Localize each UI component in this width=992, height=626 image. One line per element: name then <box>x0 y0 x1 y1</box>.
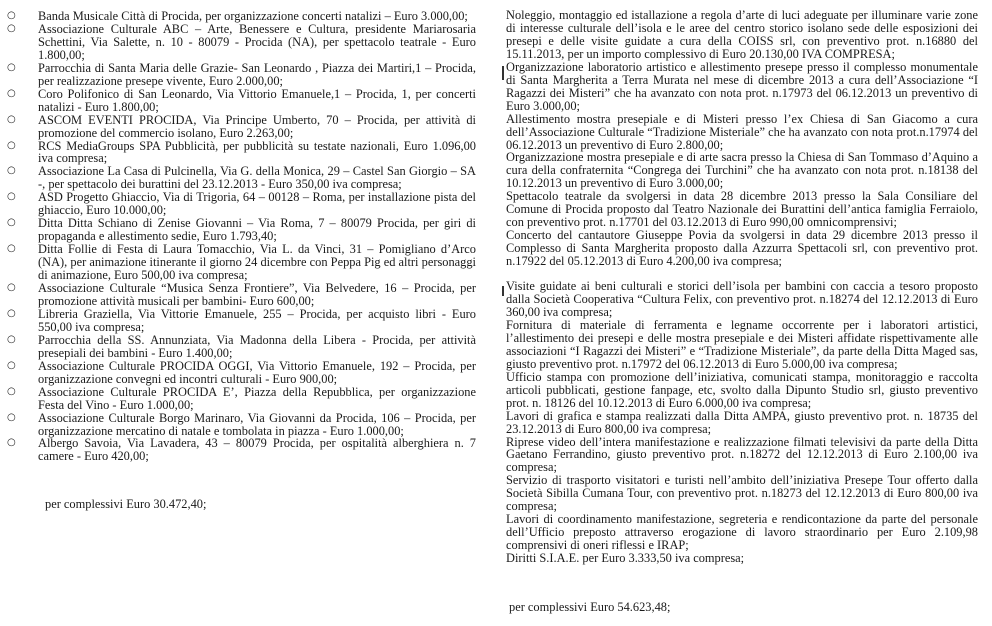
list-item: Ufficio stampa con promozione dell’iniziativa, comunicati stampa, monitoraggio e raccolta articoli pubblicati, gestione fanpage, etc, svolto dalla Dipunto Studio srl, giusto preventivo prot. n. 18126 del 10.12.2013 di Euro 6.000,00 iva compresa; <box>506 369 978 410</box>
circle-bullet-icon: ○ <box>7 22 16 34</box>
list-item-text: Ditta Ditta Schiano di Zenise Giovanni – Via Roma, 7 – 80079 Procida, per giri di propaganda e allestimento sedie, Euro 1.793,40; <box>38 216 476 244</box>
list-item: Riprese video dell’intera manifestazione e realizzazione filmati televisivi da parte della Ditta Gaetano Ferrandino, giusto preventivo prot. n.18272 del 12.12.2013 di Euro 2.100,00 iva compresa; <box>506 434 978 475</box>
list-item <box>0 437 488 463</box>
circle-bullet-icon: ○ <box>7 385 16 397</box>
list-item <box>0 23 488 62</box>
list-item <box>0 412 488 438</box>
list-item-text: Ditta Follie di Festa di Laura Tomacchio, Via L. da Vinci, 31 – Pomigliano d’Arco (NA), per animazione itinerante il giorno 24 dicembre con Peppa Pig ed altri personaggi di animazione, Euro 500,00 iva compresa; <box>38 242 476 283</box>
list-item: Organizzazione laboratorio artistico e allestimento presepe presso il complesso monumentale di Santa Margherita a Terra Murata nel mese di dicembre 2013 a cura dell’Associazione “I Ragazzi dei Misteri” che ha avanzato con nota prot. n.17973 del 06.12.2013 un preventivo di Euro 3.000,00; <box>506 59 978 113</box>
list-item-text: Associazione Culturale ABC – Arte, Benessere e Cultura, presidente Mariarosaria Schettini, Via Salette, n. 10 - 80079 - Procida (NA), per spettacolo teatrale - Euro 1.800,00; <box>38 21 476 62</box>
circle-bullet-icon: ○ <box>7 113 16 125</box>
list-item <box>0 165 488 191</box>
list-item-text: Associazione Culturale “Musica Senza Frontiere”, Via Belvedere, 16 – Procida, per promozione attività musicali per bambini- Euro 600,00; <box>38 281 476 308</box>
list-item-text: Associazione La Casa di Pulcinella, Via G. della Monica, 29 – Castel San Giorgio – SA -, per spettacolo dei burattini del 23.12.2013 - Euro 350,00 iva compresa; <box>38 164 476 192</box>
list-item: Fornitura di materiale di ferramenta e legname occorrente per i laboratori artistici, l’allestimento dei presepi e delle mostra presepiale e dei Misteri affidate rispettivamente alle associazioni “I Ragazzi dei Misteri” e “Tradizione Misteriale”, da parte della Ditta Maged sas, giusto preventivo prot. n.17972 del 06.12.2013 di Euro 5.000,00 iva compresa; <box>506 317 978 371</box>
list-item <box>0 243 488 282</box>
list-item <box>0 114 488 140</box>
list-item <box>0 386 488 412</box>
left-column <box>0 0 488 463</box>
list-item: Allestimento mostra presepiale e di Misteri presso l’ex Chiesa di San Giacomo a cura dell’Associazione Culturale “Tradizione Misteriale” che ha avanzato con nota prot.n.17974 del 06.12.2013 un preventivo di Euro 2.800,00; <box>506 111 978 152</box>
list-item <box>0 62 488 88</box>
circle-bullet-icon: ○ <box>7 139 16 151</box>
list-item <box>0 140 488 166</box>
list-item: Noleggio, montaggio ed istallazione a regola d’arte di luci adeguate per illuminare varie zone di interesse culturale dell’isola e le aree del centro storico isolano sede delle esposizioni dei presepi e delle visite guidate a cura della COISS srl, con preventivo prot. n.16880 del 15.11.2013, per un importo complessivo di Euro 20.130,00 IVA COMPRESA; <box>506 8 978 61</box>
circle-bullet-icon: ○ <box>7 333 16 345</box>
list-item <box>0 360 488 386</box>
circle-bullet-icon: ○ <box>7 61 16 73</box>
list-item <box>0 282 488 308</box>
right-column <box>496 0 988 565</box>
circle-bullet-icon: ○ <box>7 307 16 319</box>
list-item: Concerto del cantautore Giuseppe Povia da svolgersi in data 29 dicembre 2013 presso il Complesso di Santa Margherita proposto dalla Azzurra Spettacoli srl, con preventivo prot. n.17922 del 05.12.2013 di Euro 4.200,00 iva compresa; <box>506 228 978 269</box>
left-total: per complessivi Euro 30.472,40; <box>45 497 207 511</box>
list-item: Visite guidate ai beni culturali e storici dell’isola per bambini con caccia a tesoro proposto dalla Società Cooperativa “Cultura Felix, con preventivo prot. n.18274 del 12.12.2013 di Euro 360,00 iva compresa; <box>506 279 978 319</box>
list-item <box>0 88 488 114</box>
list-item-text: Associazione Culturale PROCIDA E’, Piazza della Repubblica, per organizzazione Festa del Vino - Euro 1.000,00; <box>38 384 476 412</box>
expense-list <box>496 0 988 565</box>
list-item-text: Albergo Savoia, Via Lavadera, 43 – 80079 Procida, per ospitalità alberghiera n. 7 camere - Euro 420,00; <box>38 436 476 464</box>
list-item <box>0 191 488 217</box>
list-item-text: Parrocchia della SS. Annunziata, Via Madonna della Libera - Procida, per attività presepiali dei bambini - Euro 1.400,00; <box>38 332 476 360</box>
circle-bullet-icon: ○ <box>7 87 16 99</box>
list-item-text: ASCOM EVENTI PROCIDA, Via Principe Umberto, 70 – Procida, per attività di promozione del commercio isolano, Euro 2.263,00; <box>38 112 476 140</box>
list-item: Lavori di coordinamento manifestazione, segreteria e rendicontazione da parte del personale dell’Ufficio preposto attraverso erogazione di lavoro straordinario per Euro 2.109,98 comprensivi di oneri riflessi e IRAP; <box>506 512 978 553</box>
right-total: per complessivi Euro 54.623,48; <box>509 600 671 614</box>
circle-bullet-icon: ○ <box>7 217 16 229</box>
circle-bullet-icon: ○ <box>7 165 16 177</box>
circle-bullet-icon: ○ <box>7 282 16 294</box>
list-item-text: Parrocchia di Santa Maria delle Grazie- San Leonardo , Piazza dei Martiri,1 – Procida, per realizzazione presepe vivente, Euro 2.000,00; <box>38 60 476 88</box>
list-item-text: Coro Polifonico di San Leonardo, Via Vittorio Emanuele,1 – Procida, 1, per concerti natalizi - Euro 1.800,00; <box>38 86 476 114</box>
list-item <box>0 308 488 334</box>
circle-bullet-icon: ○ <box>7 243 16 255</box>
beneficiary-list <box>0 0 488 463</box>
circle-bullet-icon: ○ <box>7 191 16 203</box>
list-item: Diritti S.I.A.E. per Euro 3.333,50 iva compresa; <box>506 551 745 566</box>
list-item-text: RCS MediaGroups SPA Pubblicità, per pubblicità su testate nazionali, Euro 1.096,00 iva compresa; <box>38 138 476 166</box>
list-item <box>0 334 488 360</box>
circle-bullet-icon: ○ <box>7 359 16 371</box>
list-item-text: Libreria Graziella, Via Vittorie Emanuele, 255 – Procida, per acquisto libri - Euro 550,00 iva compresa; <box>38 306 476 334</box>
list-item-text: Banda Musicale Città di Procida, per organizzazione concerti natalizi – Euro 3.000,00; <box>38 9 468 23</box>
circle-bullet-icon: ○ <box>7 10 16 21</box>
circle-bullet-icon: ○ <box>7 437 16 449</box>
list-item-text: ASD Progetto Ghiaccio, Via di Trigoria, 64 – 00128 – Roma, per installazione pista del ghiaccio, Euro 10.000,00; <box>38 190 476 218</box>
list-item-text: Associazione Culturale Borgo Marinaro, Via Giovanni da Procida, 106 – Procida, per organizzazione mercatino di natale e tombolata in piazza - Euro 1.000,00; <box>38 410 476 438</box>
circle-bullet-icon: ○ <box>7 411 16 423</box>
list-item: Organizzazione mostra presepiale e di arte sacra presso la Chiesa di San Tommaso d’Aquino a cura della confraternita “Congrega dei Turchini” che ha avanzato con nota prot. n.18138 del 10.12.2013 un preventivo di Euro 3.000,00; <box>506 150 978 191</box>
list-item: Lavori di grafica e stampa realizzati dalla Ditta AMPA, giusto preventivo prot. n. 18735 del 23.12.2013 di Euro 800,00 iva compresa; <box>506 408 978 436</box>
list-item: Servizio di trasporto visitatori e turisti nell’ambito dell’iniziativa Presepe Tour offerto dalla Società Sibilla Cumana Tour, con preventivo prot. n.18273 del 12.12.2013 di Euro 800,00 iva compresa; <box>506 473 978 514</box>
margin-mark <box>502 66 504 80</box>
list-item <box>0 217 488 243</box>
list-item: Spettacolo teatrale da svolgersi in data 28 dicembre 2013 presso la Sala Consiliare del Comune di Procida proposto dal Teatro Nazionale dei Burattini dell’antica famiglia Ferraiolo, con preventivo prot. n.17701 del 03.12.2013 di Euro 990,00 omnicomprensivi; <box>506 189 978 230</box>
list-item-text: Associazione Culturale PROCIDA OGGI, Via Vittorio Emanuele, 192 – Procida, per organizzazione convegni ed incontri culturali - Euro 900,00; <box>38 358 476 386</box>
margin-mark <box>502 286 504 296</box>
